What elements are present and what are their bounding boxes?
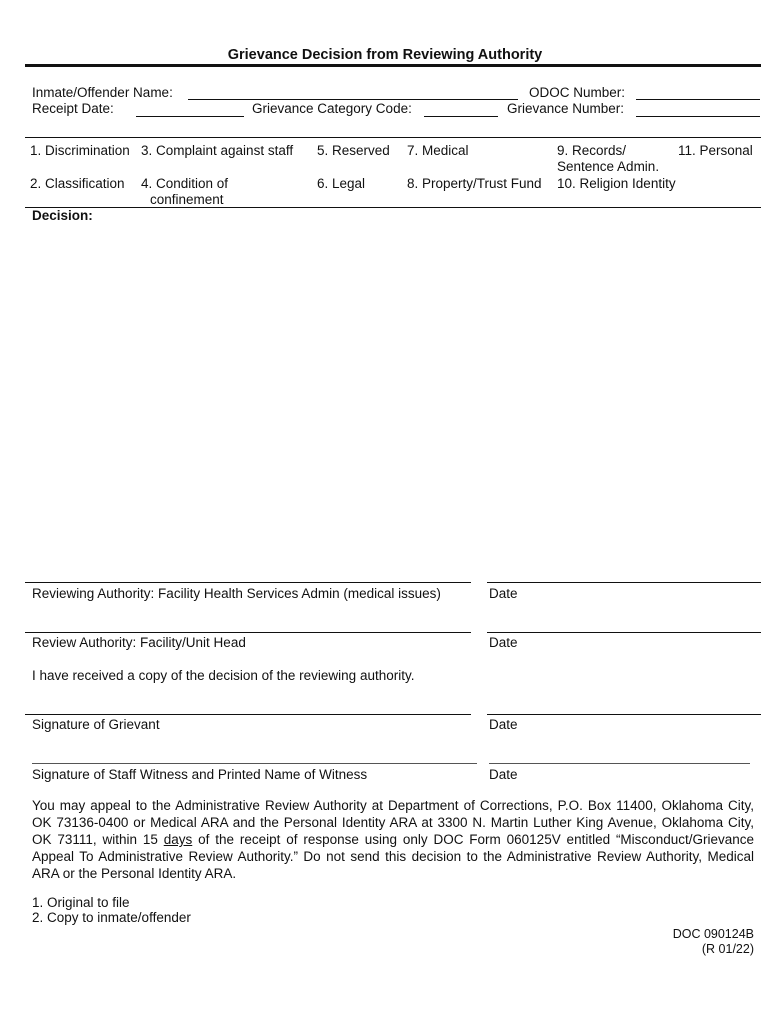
inmate-name-field[interactable] [188,99,518,100]
category-discrimination: 1. Discrimination [30,143,130,158]
inmate-name-label: Inmate/Offender Name: [32,85,173,100]
witness-date-line[interactable] [489,763,750,764]
distribution-item-copy: 2. Copy to inmate/offender [32,910,191,925]
decision-area[interactable] [32,228,760,573]
appeal-days: days [163,832,193,847]
category-medical: 7. Medical [407,143,469,158]
receipt-date-label: Receipt Date: [32,101,114,116]
witness-date-label: Date [489,767,518,782]
title-divider [25,64,761,67]
grievant-signature-line[interactable] [25,714,471,715]
grievance-number-label: Grievance Number: [507,101,625,116]
category-personal: 11. Personal [678,143,753,158]
category-classification: 2. Classification [30,176,125,191]
review-authority-label: Review Authority: Facility/Unit Head [32,635,246,650]
categories-top-divider [25,137,761,138]
reviewing-authority-date-line[interactable] [487,582,761,583]
receipt-date-field[interactable] [136,116,244,117]
appeal-instructions [32,797,754,882]
witness-signature-line[interactable] [32,763,477,764]
category-religion: 10. Religion Identity [557,176,676,191]
reviewing-authority-signature-line[interactable] [25,582,471,583]
category-condition-line1: 4. Condition of [141,176,229,191]
appeal-text-part1: You may appeal to the Administrative Review Authority at Department of Corrections, P.O. Box 11400, Oklahoma City, OK 73136-0400 or Medical ARA and the Personal Identity ARA at 3300 N. Martin Luther King Avenue, Oklahoma City, OK 73111, within 15 [32,798,754,847]
review-authority-signature-line[interactable] [25,632,471,633]
form-number: DOC 090124B [672,927,754,941]
grievance-number-field[interactable] [636,116,760,117]
category-legal: 6. Legal [317,176,366,191]
form-revision: (R 01/22) [701,942,754,956]
category-reserved: 5. Reserved [317,143,390,158]
category-code-label: Grievance Category Code: [252,101,412,116]
grievant-date-line[interactable] [487,714,761,715]
grievant-signature-label: Signature of Grievant [32,717,160,732]
odoc-number-field[interactable] [636,99,760,100]
appeal-text-part2: of the receipt of response using only DOC Form 060125V entitled “Misconduct/Grievance Appeal To Administrative Review Authority.” Do not send this decision to the Administrative Review Authority, Medical ARA or the Personal Identity ARA. [32,832,754,881]
category-code-field[interactable] [424,116,498,117]
odoc-number-label: ODOC Number: [529,85,626,100]
form-title: Grievance Decision from Reviewing Authority [227,47,543,63]
reviewing-authority-date-label: Date [489,586,518,601]
category-records-line1: 9. Records/ [557,143,627,158]
grievant-date-label: Date [489,717,518,732]
review-authority-date-label: Date [489,635,518,650]
category-property: 8. Property/Trust Fund [407,176,542,191]
received-statement: I have received a copy of the decision of the reviewing authority. [32,668,415,683]
category-records-line2: Sentence Admin. [557,159,660,174]
decision-label: Decision: [32,208,93,223]
category-complaint-staff: 3. Complaint against staff [141,143,294,158]
witness-signature-label: Signature of Staff Witness and Printed Name of Witness [32,767,368,782]
categories-bottom-divider [25,207,761,208]
category-condition-line2: confinement [150,192,224,207]
distribution-item-original: 1. Original to file [32,895,130,910]
review-authority-date-line[interactable] [487,632,761,633]
reviewing-authority-label: Reviewing Authority: Facility Health Services Admin (medical issues) [32,586,441,601]
